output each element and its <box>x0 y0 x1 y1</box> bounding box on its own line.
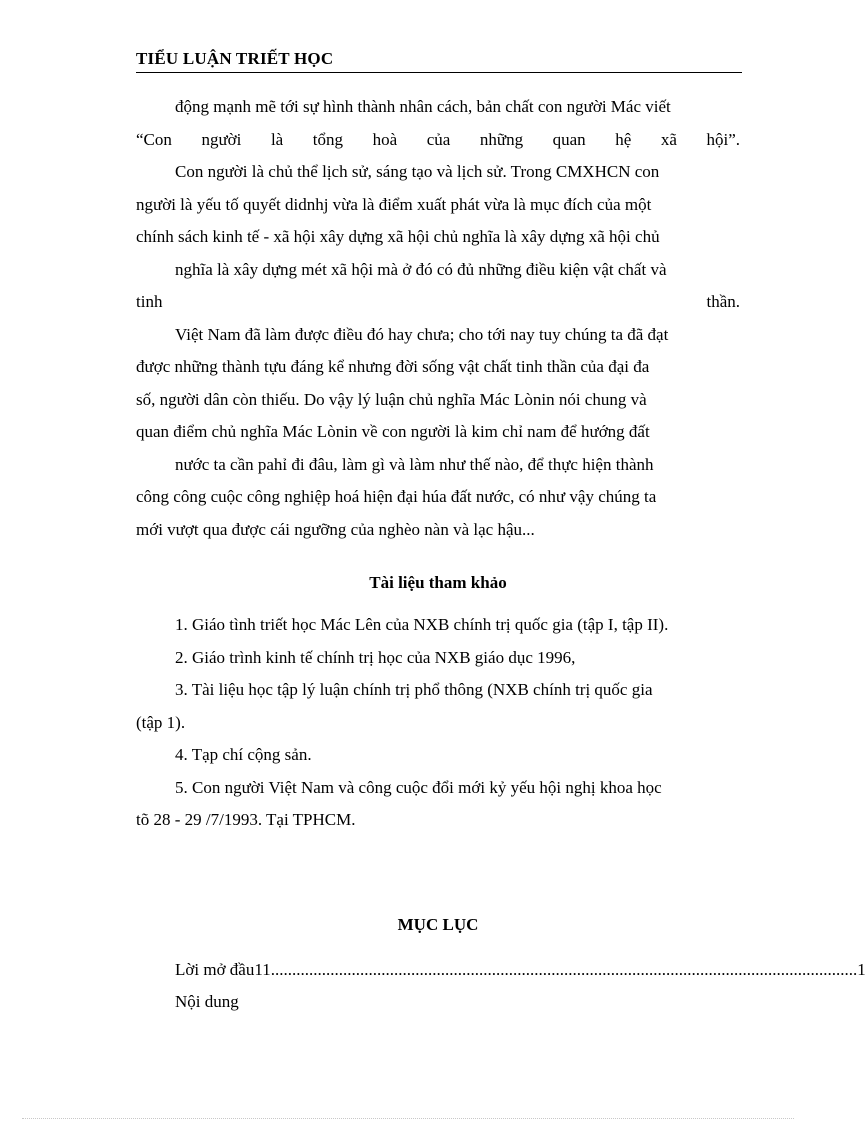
word: “Con <box>136 129 172 149</box>
body-line-11: quan điểm chủ nghĩa Mác Lònin về con người là kim chỉ nam để hướng đất <box>136 422 650 441</box>
toc-entry-page: 1 <box>857 960 866 979</box>
word: người <box>201 129 242 149</box>
word: tổng <box>312 129 344 149</box>
word: hệ <box>615 129 632 149</box>
toc-entry-intro[interactable] <box>136 954 866 986</box>
word: hoà <box>372 129 398 149</box>
word: tinh <box>136 292 163 311</box>
body-line-1: động mạnh mẽ tới sự hình thành nhân cách, bản chất con người Mác viết <box>175 97 671 116</box>
body-line-6: nghĩa là xây dựng mét xã hội mà ở đó có đủ những điều kiện vật chất và <box>175 259 667 279</box>
table-of-contents <box>136 954 866 1018</box>
reference-item-3-cont: (tập 1). <box>136 712 186 732</box>
references-title: Tài liệu tham khảo <box>369 573 507 592</box>
body-line-14: mới vượt qua được cái ngưỡng của nghèo nàn và lạc hậu... <box>136 519 535 539</box>
toc-entry-label: Lời mở đầu11 <box>175 960 271 979</box>
reference-item-5-cont: tõ 28 - 29 /7/1993. Tại TPHCM. <box>136 810 356 829</box>
body-line-2 <box>136 124 740 157</box>
toc-entry-label: Nội dung <box>175 992 239 1011</box>
word: hội”. <box>706 129 740 149</box>
body-line-13: công công cuộc công nghiệp hoá hiện đại húa đất nước, có như vậy chúng ta <box>136 487 657 506</box>
word: xã <box>660 129 677 149</box>
toc-title: MỤC LỤC <box>397 915 479 934</box>
body-line-12: nước ta cần pahỉ đi đâu, làm gì và làm như thế nào, để thực hiện thành <box>175 454 654 474</box>
reference-item-1: 1. Giáo tình triết học Mác Lên của NXB chính trị quốc gia (tập I, tập II). <box>175 615 669 634</box>
body-line-10: số, người dân còn thiếu. Do vậy lý luận chủ nghĩa Mác Lònin nói chung và <box>136 389 647 409</box>
word: là <box>270 129 284 149</box>
body-text <box>136 91 740 546</box>
word: thần. <box>706 292 740 311</box>
references-list <box>136 609 740 837</box>
page-bottom-divider <box>22 1118 794 1119</box>
reference-item-5: 5. Con người Việt Nam và công cuộc đổi mới kỷ yếu hội nghị khoa học <box>175 777 662 797</box>
word: những <box>479 129 524 149</box>
body-line-9: được những thành tựu đáng kể nhưng đời sống vật chất tinh thần của đại đa <box>136 357 650 376</box>
reference-item-2: 2. Giáo trình kinh tế chính trị học của NXB giáo dục 1996, <box>175 647 576 667</box>
reference-item-3: 3. Tài liệu học tập lý luận chính trị phổ thông (NXB chính trị quốc gia <box>175 680 653 699</box>
reference-item-4: 4. Tạp chí cộng sản. <box>175 745 312 764</box>
body-line-4: người là yếu tố quyết didnhj vừa là điểm xuất phát vừa là mục đích của một <box>136 194 652 214</box>
toc-leader-dots: .......................................................................................................................................... <box>270 960 858 979</box>
toc-entry-content[interactable] <box>136 986 740 1018</box>
word: của <box>426 129 451 149</box>
body-line-5: chính sách kinh tế - xã hội xây dựng xã hội chủ nghĩa là xây dựng xã hội chủ <box>136 227 660 246</box>
page-header: TIỂU LUẬN TRIẾT HỌC <box>136 48 742 73</box>
body-line-3: Con người là chủ thể lịch sử, sáng tạo và lịch sử. Trong CMXHCN con <box>175 162 660 181</box>
body-line-7 <box>136 286 740 319</box>
body-line-8: Việt Nam đã làm được điều đó hay chưa; cho tới nay tuy chúng ta đã đạt <box>175 324 669 344</box>
word: quan <box>552 129 586 149</box>
